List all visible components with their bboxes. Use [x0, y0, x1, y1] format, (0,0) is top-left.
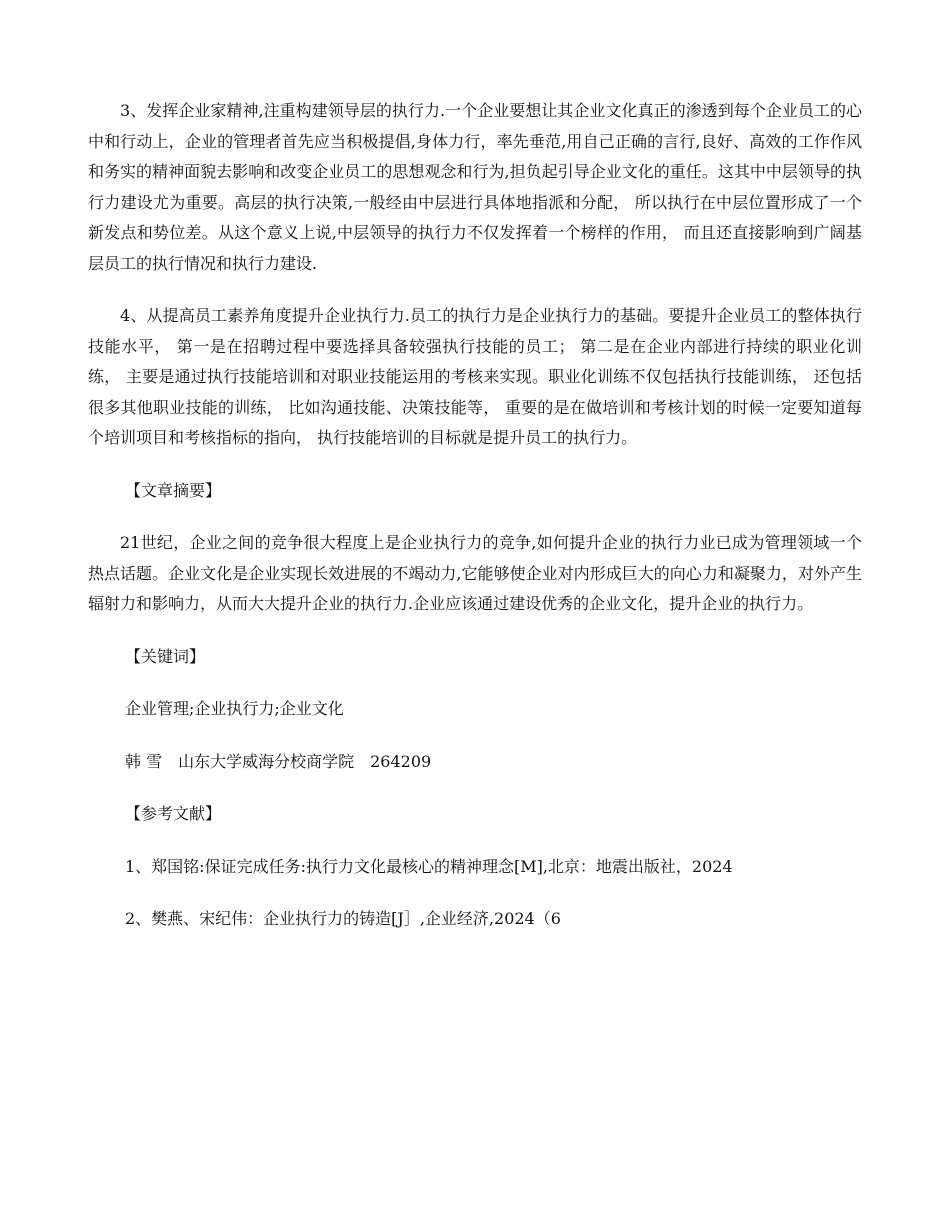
- keywords-text: 企业管理;企业执行力;企业文化: [125, 699, 344, 718]
- abstract-text: 21世纪，企业之间的竞争很大程度上是企业执行力的竞争,如何提升企业的执行力业已成为管理领域一个热点话题。企业文化是企业实现长效进展的不竭动力,它能够使企业对内形成巨大的向心力和凝聚力，对外产生辐射力和影响力，从而大大提升企业的执行力.企业应该通过建设优秀的企业文化，提升企业的执行力。: [88, 533, 862, 613]
- author-postcode: 264209: [370, 751, 432, 771]
- author-line: [88, 747, 862, 778]
- document-page: [88, 96, 862, 957]
- author-name: 韩 雪: [125, 751, 163, 771]
- reference-item: 2、樊燕、宋纪伟：企业执行力的铸造[J］,企业经济,2024（6: [125, 909, 561, 928]
- body-paragraph-3: 3、发挥企业家精神,注重构建领导层的执行力.一个企业要想让其企业文化真正的渗透到每个企业员工的心中和行动上，企业的管理者首先应当积极提倡,身体力行，率先垂范,用自己正确的言行,良好、高效的工作作风和务实的精神面貌去影响和改变企业员工的思想观念和行为,担负起引导企业文化的重任。这其中中层领导的执行力建设尤为重要。高层的执行决策,一般经由中层进行具体地指派和分配， 所以执行在中层位置形成了一个新发点和势位差。从这个意义上说,中层领导的执行力不仅发挥着一个榜样的作用， 而且还直接影响到广阔基层员工的执行情况和执行力建设.: [88, 101, 862, 273]
- reference-item: 1、郑国铭:保证完成任务:执行力文化最核心的精神理念[M],北京：地震出版社，2024: [125, 856, 733, 876]
- body-paragraph-4: 4、从提高员工素养角度提升企业执行力.员工的执行力是企业执行力的基础。要提升企业员工的整体执行技能水平， 第一是在招聘过程中要选择具备较强执行技能的员工； 第二是在企业内部进行持续的职业化训练， 主要是通过执行技能培训和对职业技能运用的考核来实现。职业化训练不仅包括执行技能训练， 还包括很多其他职业技能的训练， 比如沟通技能、决策技能等， 重要的是在做培训和考核计划的时候一定要知道每个培训项目和考核指标的指向， 执行技能培训的目标就是提升员工的执行力。: [88, 306, 862, 447]
- author-affiliation: 山东大学威海分校商学院: [178, 751, 355, 771]
- abstract-heading: 【文章摘要】: [125, 480, 222, 500]
- references-heading: 【参考文献】: [125, 804, 222, 823]
- keywords-heading: 【关键词】: [125, 646, 206, 666]
